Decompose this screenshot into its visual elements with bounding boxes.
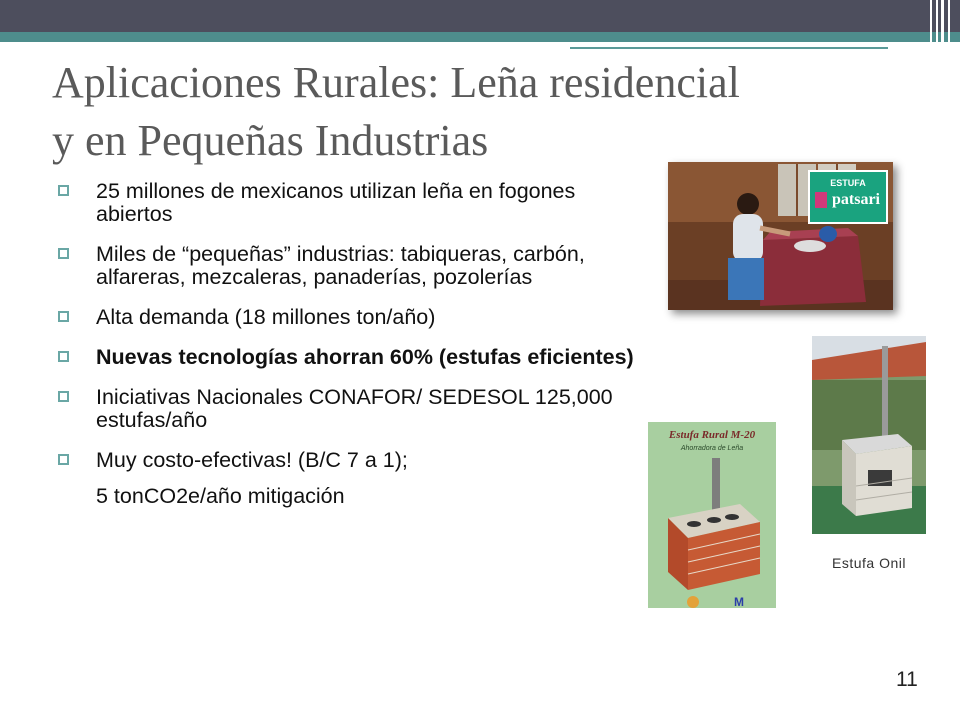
booklet-subtitle: Ahorradora de Leña	[680, 445, 744, 452]
bullet-list	[58, 180, 638, 525]
booklet-title: Estufa Rural M-20	[668, 429, 756, 441]
patsari-logo-line2: patsari	[832, 191, 880, 208]
title-line-1: Aplicaciones Rurales: Leña residencial	[52, 58, 740, 107]
bullet-item	[58, 306, 638, 329]
decorative-stripes	[928, 0, 954, 66]
bullet-marker-icon	[58, 391, 69, 402]
patsari-stove-illustration	[668, 162, 893, 310]
bullet-text: Iniciativas Nacionales CONAFOR/ SEDESOL 125,000 estufas/año	[96, 385, 613, 432]
title-line-2: y en Pequeñas Industrias	[52, 116, 489, 165]
svg-text:M: M	[734, 595, 744, 608]
bullet-marker-icon	[58, 248, 69, 259]
patsari-stove-photo	[668, 162, 893, 310]
bullet-item	[58, 386, 638, 432]
estufa-onil-photo	[812, 336, 926, 534]
onil-stove-illustration	[812, 336, 926, 534]
accent-bar	[0, 32, 960, 42]
bullet-item	[58, 243, 638, 289]
bullet-item	[58, 449, 638, 472]
patsari-logo-line1: ESTUFA	[830, 178, 866, 188]
bullet-marker-icon	[58, 185, 69, 196]
booklet-illustration	[648, 422, 776, 608]
slide-title	[52, 54, 872, 170]
bullet-text: 25 millones de mexicanos utilizan leña en fogones abiertos	[96, 179, 576, 226]
photo-caption-onil: Estufa Onil	[832, 555, 906, 571]
bullet-text: Muy costo-efectivas! (B/C 7 a 1);	[96, 448, 408, 472]
bullet-text: 5 tonCO2e/año mitigación	[96, 484, 345, 508]
bullet-text: Miles de “pequeñas” industrias: tabiqueras, carbón, alfareras, mezcaleras, panaderías, pozolerías	[96, 242, 585, 289]
bullet-text: Alta demanda (18 millones ton/año)	[96, 305, 436, 329]
bullet-item-continuation	[58, 485, 638, 508]
top-bar	[0, 0, 960, 32]
page-number: 11	[896, 668, 918, 691]
bullet-marker-icon	[58, 454, 69, 465]
estufa-rural-booklet-photo	[648, 422, 776, 608]
bullet-item	[58, 346, 638, 369]
accent-line	[570, 47, 888, 49]
bullet-marker-icon	[58, 351, 69, 362]
bullet-item	[58, 180, 638, 226]
bullet-text: Nuevas tecnologías ahorran 60% (estufas eficientes)	[96, 345, 634, 369]
bullet-marker-icon	[58, 311, 69, 322]
